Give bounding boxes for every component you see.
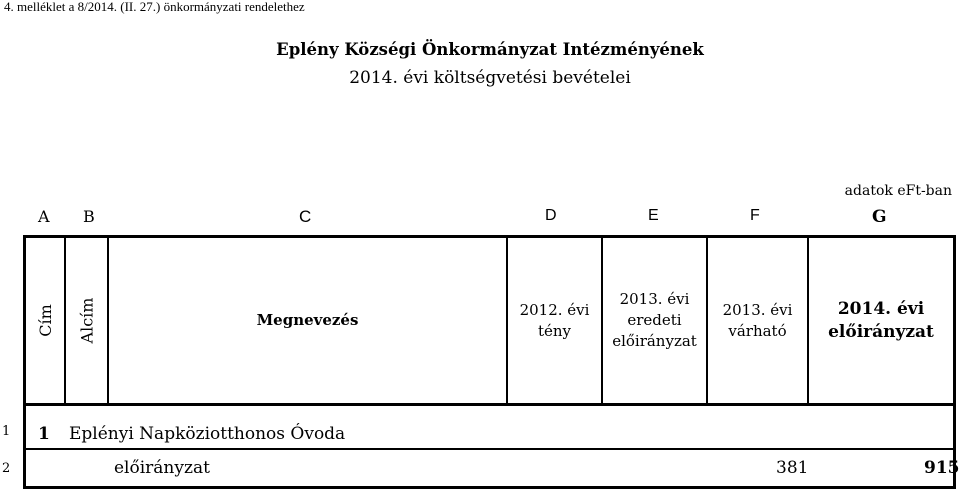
header-2014-eloiranyzat: 2014. évi előirányzat (828, 298, 934, 342)
header-2012-teny: 2012. évi tény (519, 300, 590, 340)
header-megnevezes: Megnevezés (256, 311, 359, 329)
row-number: 1 (2, 424, 11, 439)
units-note: adatok eFt-ban (844, 183, 952, 199)
header-2013-eredeti: 2013. évi eredeti előirányzat (612, 290, 697, 350)
row-value-2014-eloiranyzat: 915 (924, 458, 960, 478)
column-letter-f: F (750, 207, 760, 224)
column-letter-b: B (83, 207, 95, 226)
row-number: 2 (2, 461, 11, 476)
row-cim: 1 (38, 424, 50, 444)
table-header (23, 235, 956, 406)
column-letter-a: A (38, 207, 50, 226)
header-2013-varhato: 2013. évi várható (722, 300, 793, 340)
column-letter-d: D (545, 207, 557, 224)
column-letter-g: G (872, 207, 887, 227)
document-title: Eplény Községi Önkormányzat Intézményének (276, 40, 704, 59)
header-alcim: Alcím (77, 297, 97, 344)
row-value-2013-varhato: 381 (776, 458, 809, 478)
column-letter-e: E (648, 207, 659, 224)
header-cim: Cím (35, 304, 55, 337)
row-name: Eplényi Napköziotthonos Óvoda (69, 424, 346, 444)
column-letter-c: C (299, 207, 312, 226)
row-name: előirányzat (114, 458, 210, 478)
decree-reference: 4. melléklet a 8/2014. (II. 27.) önkormányzati rendelethez (4, 0, 305, 14)
document-subtitle: 2014. évi költségvetési bevételei (349, 68, 631, 88)
